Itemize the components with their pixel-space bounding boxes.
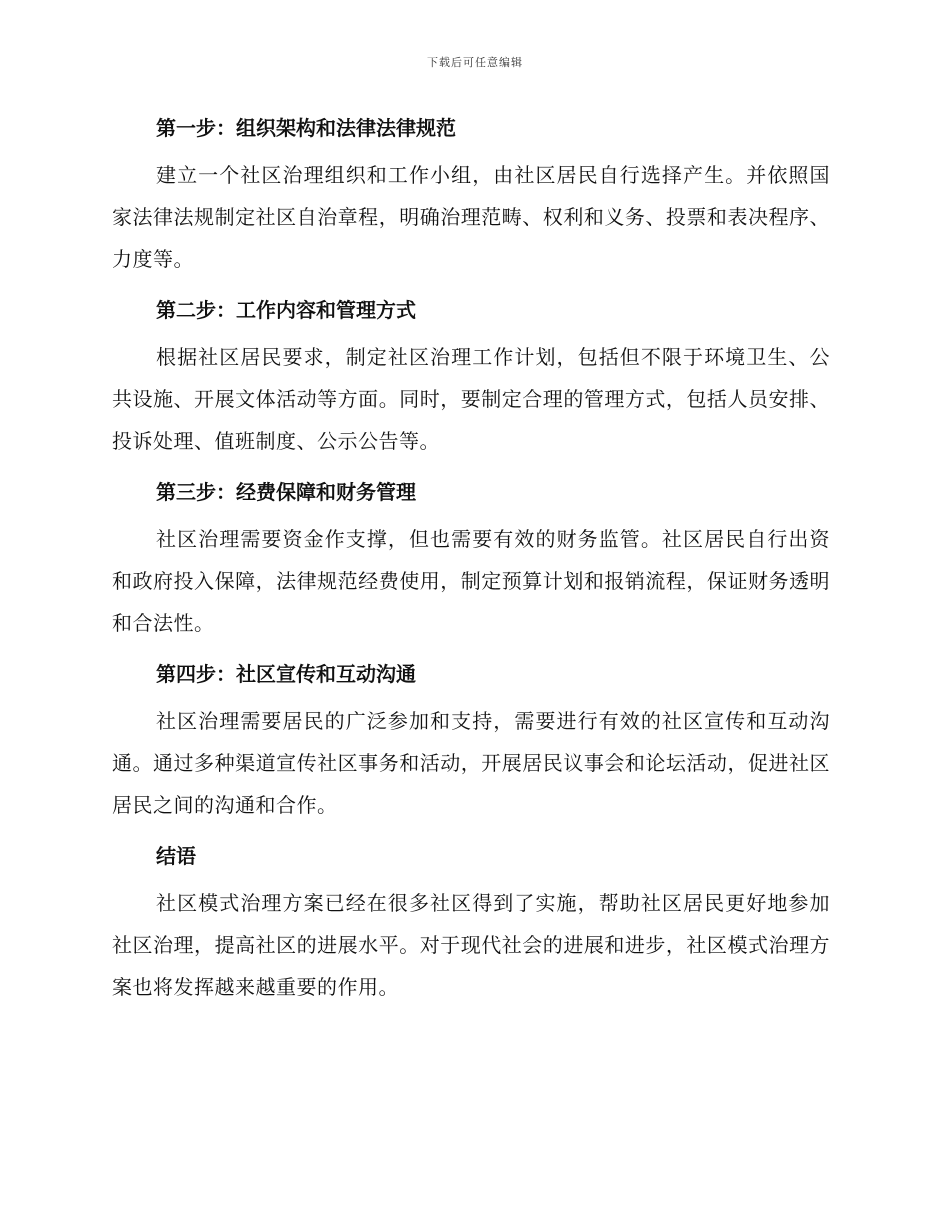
section-body: 根据社区居民要求，制定社区治理工作计划，包括但不限于环境卫生、公共设施、开展文体活动等方面。同时，要制定合理的管理方式，包括人员安排、投诉处理、值班制度、公示公告等。 bbox=[112, 345, 830, 453]
section-body: 社区治理需要资金作支撑，但也需要有效的财务监管。社区居民自行出资和政府投入保障，法律规范经费使用，制定预算计划和报销流程，保证财务透明和合法性。 bbox=[112, 527, 830, 635]
section-heading: 第三步：经费保障和财务管理 bbox=[156, 480, 416, 504]
section-heading: 结语 bbox=[156, 844, 196, 868]
section-heading: 第一步：组织架构和法律法律规范 bbox=[156, 116, 456, 140]
header-note: 下载后可任意编辑 bbox=[427, 56, 523, 69]
section-step-4 bbox=[112, 654, 830, 826]
section-heading: 第二步：工作内容和管理方式 bbox=[156, 298, 416, 322]
section-step-3 bbox=[112, 472, 830, 644]
section-heading: 第四步：社区宣传和互动沟通 bbox=[156, 662, 416, 686]
document-content bbox=[112, 108, 830, 1018]
section-body: 社区模式治理方案已经在很多社区得到了实施，帮助社区居民更好地参加社区治理，提高社区的进展水平。对于现代社会的进展和进步，社区模式治理方案也将发挥越来越重要的作用。 bbox=[112, 891, 830, 999]
section-step-1 bbox=[112, 108, 830, 280]
section-body: 社区治理需要居民的广泛参加和支持，需要进行有效的社区宣传和互动沟通。通过多种渠道宣传社区事务和活动，开展居民议事会和论坛活动，促进社区居民之间的沟通和合作。 bbox=[112, 709, 830, 817]
section-step-2 bbox=[112, 290, 830, 462]
section-body: 建立一个社区治理组织和工作小组，由社区居民自行选择产生。并依照国家法律法规制定社区自治章程，明确治理范畴、权利和义务、投票和表决程序、力度等。 bbox=[112, 163, 830, 271]
section-conclusion bbox=[112, 836, 830, 1008]
